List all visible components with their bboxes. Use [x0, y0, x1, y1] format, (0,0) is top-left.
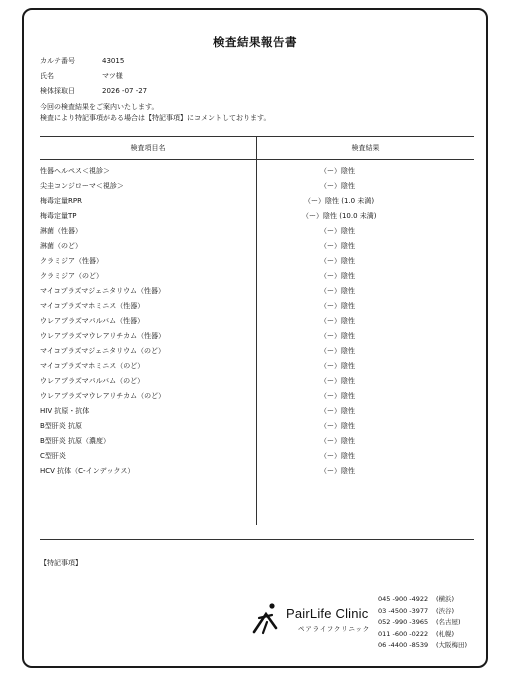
- test-result: （ー）陰性: [320, 332, 355, 340]
- test-name: マイコプラズマホミニス（性器）: [40, 302, 145, 310]
- table-row: [40, 389, 474, 404]
- report-title: 検査結果報告書: [213, 35, 297, 49]
- test-name: マイコプラズマホミニス（のど）: [40, 362, 145, 370]
- table-row: [40, 419, 474, 434]
- test-result: （ー）陰性: [320, 287, 355, 295]
- test-result: （ー）陰性: [320, 422, 355, 430]
- test-result: （ー）陰性 (10.0 未満): [302, 212, 377, 220]
- table-row: [40, 239, 474, 254]
- header-test-item: 検査項目名: [130, 144, 166, 152]
- results-rows: [40, 164, 474, 479]
- phone-number: 06 -4400 -8539: [378, 641, 429, 650]
- chart-number-label: カルテ番号: [40, 57, 75, 65]
- test-result: （ー）陰性: [320, 257, 355, 265]
- table-row: [40, 449, 474, 464]
- test-name: クラミジア（性器）: [40, 257, 103, 265]
- test-name: ウレアプラズマウレアリチカム（性器）: [40, 332, 166, 340]
- test-result: （ー）陰性: [320, 302, 355, 310]
- test-result: （ー）陰性: [320, 452, 355, 460]
- test-name: C型肝炎: [40, 452, 66, 460]
- test-name: ウレアプラズマパルバム（のど）: [40, 377, 145, 385]
- table-row: [40, 254, 474, 269]
- test-result: （ー）陰性: [320, 242, 355, 250]
- test-result: （ー）陰性: [320, 227, 355, 235]
- table-row: [40, 269, 474, 284]
- phone-row: [378, 606, 467, 618]
- table-row: [40, 464, 474, 479]
- test-result: （ー）陰性: [320, 467, 355, 475]
- table-row: [40, 344, 474, 359]
- patient-name-label: 氏名: [40, 72, 54, 80]
- phone-row: [378, 617, 467, 629]
- test-name: 淋菌（性器）: [40, 227, 82, 235]
- test-result: （ー）陰性: [320, 377, 355, 385]
- test-name: 性器ヘルペス＜視診＞: [40, 167, 110, 175]
- table-row: [40, 314, 474, 329]
- test-result: （ー）陰性 (1.0 未満): [304, 197, 375, 205]
- table-row: [40, 209, 474, 224]
- test-result: （ー）陰性: [320, 362, 355, 370]
- phone-number: 03 -4500 -3977: [378, 606, 429, 615]
- test-result: （ー）陰性: [320, 407, 355, 415]
- clinic-name: PairLife Clinic: [286, 606, 369, 621]
- phone-number: 052 -990 -3965: [378, 618, 429, 627]
- phone-number: 011 -600 -0222: [378, 629, 429, 638]
- collection-date-row: [40, 86, 147, 96]
- header-divider: [40, 159, 474, 160]
- collection-date-label: 検体採取日: [40, 87, 75, 95]
- table-row: [40, 329, 474, 344]
- report-card: [22, 8, 488, 668]
- patient-name-row: [40, 71, 123, 81]
- patient-name-value: マツ様: [102, 72, 123, 80]
- test-name: B型肝炎 抗原: [40, 422, 83, 430]
- table-row: [40, 299, 474, 314]
- test-name: クラミジア（のど）: [40, 272, 103, 280]
- test-name: 梅毒定量RPR: [40, 197, 82, 205]
- pairlife-logo-icon: [250, 602, 282, 636]
- clinic-name-kana: ペアライフクリニック: [298, 625, 371, 633]
- test-result: （ー）陰性: [320, 317, 355, 325]
- table-row: [40, 374, 474, 389]
- test-result: （ー）陰性: [320, 272, 355, 280]
- table-row: [40, 359, 474, 374]
- table-row: [40, 404, 474, 419]
- chart-number-row: [40, 56, 124, 66]
- table-row: [40, 224, 474, 239]
- table-row: [40, 284, 474, 299]
- test-result: （ー）陰性: [320, 437, 355, 445]
- intro-line: 検査により特記事項がある場合は【特記事項】にコメントしております。: [40, 114, 271, 122]
- table-row: [40, 179, 474, 194]
- test-name: B型肝炎 抗原（濃度）: [40, 437, 111, 445]
- phone-branch: (名古屋): [436, 618, 461, 627]
- clinic-phone-list: [378, 594, 467, 652]
- test-name: 尖圭コンジローマ＜視診＞: [40, 182, 124, 190]
- chart-number-value: 43015: [102, 57, 125, 65]
- test-result: （ー）陰性: [320, 182, 355, 190]
- test-name: HCV 抗体（C-インデックス）: [40, 467, 135, 475]
- header-test-result: 検査結果: [351, 144, 380, 152]
- table-row: [40, 164, 474, 179]
- phone-row: [378, 594, 467, 606]
- test-name: ウレアプラズマウレアリチカム（のど）: [40, 392, 166, 400]
- intro-line: 今回の検査結果をご案内いたします。: [40, 103, 159, 111]
- phone-branch: (横浜): [436, 595, 455, 603]
- test-name: マイコプラズマジェニタリウム（性器）: [40, 287, 166, 295]
- results-table: [40, 136, 474, 540]
- test-name: HIV 抗原・抗体: [40, 407, 90, 415]
- table-row: [40, 434, 474, 449]
- test-result: （ー）陰性: [320, 167, 355, 175]
- phone-row: [378, 629, 467, 641]
- test-name: 淋菌（のど）: [40, 242, 82, 250]
- phone-branch: (札幌): [436, 629, 455, 638]
- phone-branch: (渋谷): [436, 606, 455, 615]
- phone-row: [378, 640, 467, 652]
- test-result: （ー）陰性: [320, 392, 355, 400]
- test-name: マイコプラズマジェニタリウム（のど）: [40, 347, 166, 355]
- collection-date-value: 2026 -07 -27: [102, 87, 148, 95]
- test-name: ウレアプラズマパルバム（性器）: [40, 317, 145, 325]
- remarks-label: 【特記事項】: [40, 559, 82, 567]
- phone-branch: (大阪梅田): [436, 641, 468, 650]
- test-result: （ー）陰性: [320, 347, 355, 355]
- test-name: 梅毒定量TP: [40, 212, 77, 220]
- table-row: [40, 194, 474, 209]
- phone-number: 045 -900 -4922: [378, 595, 429, 603]
- intro-text: [40, 102, 270, 124]
